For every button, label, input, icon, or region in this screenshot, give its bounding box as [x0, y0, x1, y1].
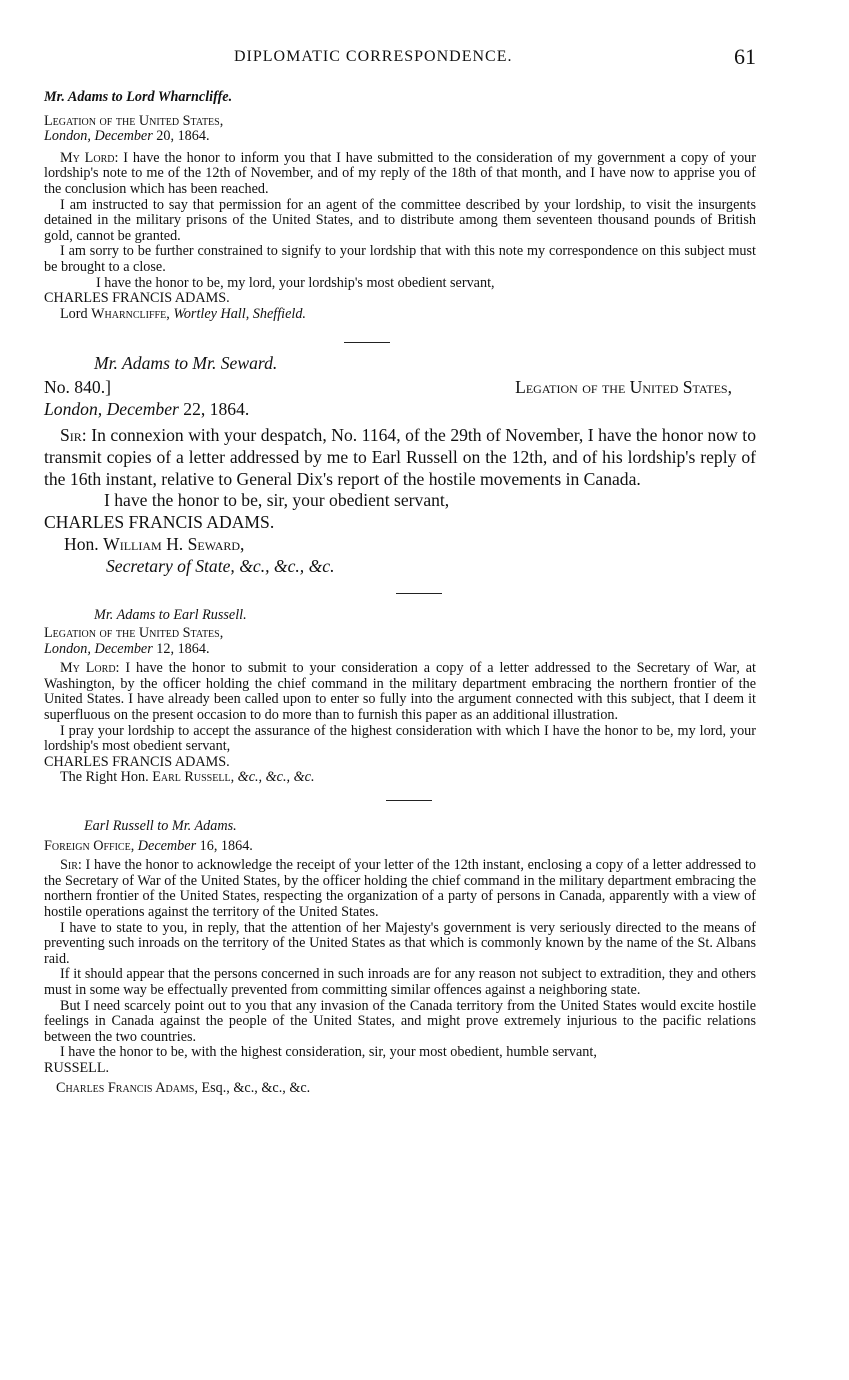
running-header: [44, 44, 756, 72]
letter-paragraph: If it should appear that the persons concerned in such inroads are for any reason not subject to extradition, they and others must in some way be effectually prevented from committing similar offences against a neighboring state.: [44, 966, 756, 998]
letter-heading: Mr. Adams to Earl Russell.: [94, 607, 247, 624]
letter-addressee: Hon. William H. Seward,: [64, 533, 245, 554]
letter-place: Legation of the United States,: [44, 112, 224, 129]
addressee-role: Secretary of State, &c., &c., &c.: [106, 555, 335, 576]
letter-signature: CHARLES FRANCIS ADAMS.: [44, 290, 230, 307]
section-divider: [344, 342, 390, 343]
letter-date-city: London,: [44, 640, 91, 657]
section-divider: [386, 800, 432, 801]
letter-adams-to-russell: [44, 608, 756, 786]
letter-date-rest: 22, 1864.: [183, 399, 250, 420]
letter-date-city: London,: [44, 128, 91, 145]
letter-date-month: December: [94, 128, 153, 145]
letter-russell-to-adams: [44, 819, 756, 1096]
letter-date-rest: 20, 1864.: [156, 128, 210, 145]
letter-paragraph: I pray your lordship to accept the assurance of the highest consideration with which I have the honor to be, my lord, your lordship's most obedient servant,: [44, 722, 756, 755]
document-page: [44, 44, 756, 1096]
letter-closing: I have the honor to be, my lord, your lordship's most obedient servant,: [96, 274, 495, 291]
running-title: DIPLOMATIC CORRESPONDENCE.: [234, 48, 513, 65]
page-number: 61: [734, 44, 756, 69]
section-divider: [396, 593, 442, 594]
letter-paragraph: Sir: I have the honor to acknowledge the receipt of your letter of the 12th instant, enclosing a copy of a letter addressed to the Secretary of War of the United States, by the officer holding the chief command in the military department embracing the northern frontier of the United States, respecting the organization of a party of persons in Canada, apparently with a view of hostile operations against the territory of the United States.: [44, 857, 756, 920]
letter-paragraph: I have the honor to be, with the highest consideration, sir, your most obedient, humble servant,: [60, 1044, 597, 1061]
salutation: Sir: [60, 424, 82, 445]
letter-heading: Mr. Adams to Lord Wharncliffe.: [44, 89, 233, 105]
letter-paragraph: My Lord: I have the honor to inform you that I have submitted to the consideration of my government a copy of your lordship's note to me of the 12th of November, and of my reply of the 18th of that month, and I have now to apprise you of the conclusion which has been reached.: [44, 149, 756, 197]
letter-signature: RUSSELL.: [44, 1059, 110, 1076]
letter-addressee: The Right Hon. Earl Russell, &c., &c., &c.: [60, 769, 315, 786]
letter-adams-to-wharncliffe: [44, 90, 756, 322]
letter-signature: CHARLES FRANCIS ADAMS.: [44, 753, 230, 770]
letter-date-rest: 16, 1864.: [199, 837, 253, 854]
letter-paragraph: I am instructed to say that permission for an agent of the committee described by your lordship, to visit the insurgents detained in the military prisons of the United States, and to distribute among them seventeen thousand pounds of British gold, cannot be granted.: [44, 196, 756, 244]
letter-addressee: Charles Francis Adams, Esq., &c., &c., &c.: [56, 1079, 311, 1096]
salutation: Sir: [60, 857, 78, 874]
letter-paragraph: My Lord: I have the honor to submit to your consideration a copy of a letter addressed to the Secretary of War, at Washington, by the officer holding the chief command in the military department embracing the northern frontier of the United States. I have already been called upon to enter so fully into the argument connected with this subject, that I deem it superfluous on the present occasion to do more than to furnish this paper as an additional illustration.: [44, 660, 756, 724]
despatch-number: No. 840.]: [44, 377, 111, 398]
letter-adams-to-seward: [44, 353, 756, 577]
letter-date-city: London,: [44, 399, 103, 420]
letter-paragraph: I am sorry to be further constrained to signify to your lordship that with this note my correspondence on this subject must be brought to a close.: [44, 243, 756, 275]
letter-place: Legation of the United States,: [44, 625, 224, 642]
letter-date-month: December: [94, 640, 153, 657]
salutation: My Lord: [60, 660, 116, 677]
letter-addressee: Lord Wharncliffe, Wortley Hall, Sheffield.: [60, 305, 306, 322]
letter-date-month: December: [137, 837, 197, 854]
letter-place: Foreign Office,: [44, 837, 135, 854]
letter-closing: I have the honor to be, sir, your obedient servant,: [104, 490, 450, 511]
letter-paragraph: But I need scarcely point out to you that any invasion of the Canada territory from the United States would excite hostile feelings in Canada against the people of the United States, and might prove extremely injurious to the pacific relations between the two countries.: [44, 997, 756, 1045]
letter-date-month: December: [106, 399, 179, 420]
letter-signature: CHARLES FRANCIS ADAMS.: [44, 512, 275, 533]
salutation: My Lord: [60, 149, 115, 166]
letter-heading: Mr. Adams to Mr. Seward.: [94, 353, 278, 374]
letter-paragraph: I have to state to you, in reply, that the attention of her Majesty's government is very seriously directed to the means of preventing such inroads on the territory of the United States as that which is commonly known by the name of the St. Albans raid.: [44, 919, 756, 967]
letter-heading: Earl Russell to Mr. Adams.: [84, 818, 237, 835]
letter-paragraph: Sir: In connexion with your despatch, No. 1164, of the 29th of November, I have the honor now to transmit copies of a letter addressed by me to Earl Russell on the 12th, and of his lordship's reply of the 16th instant, relative to General Dix's report of the hostile movements in Canada.: [44, 424, 756, 489]
letter-date-rest: 12, 1864.: [156, 640, 210, 657]
letter-place: Legation of the United States,: [515, 377, 732, 398]
